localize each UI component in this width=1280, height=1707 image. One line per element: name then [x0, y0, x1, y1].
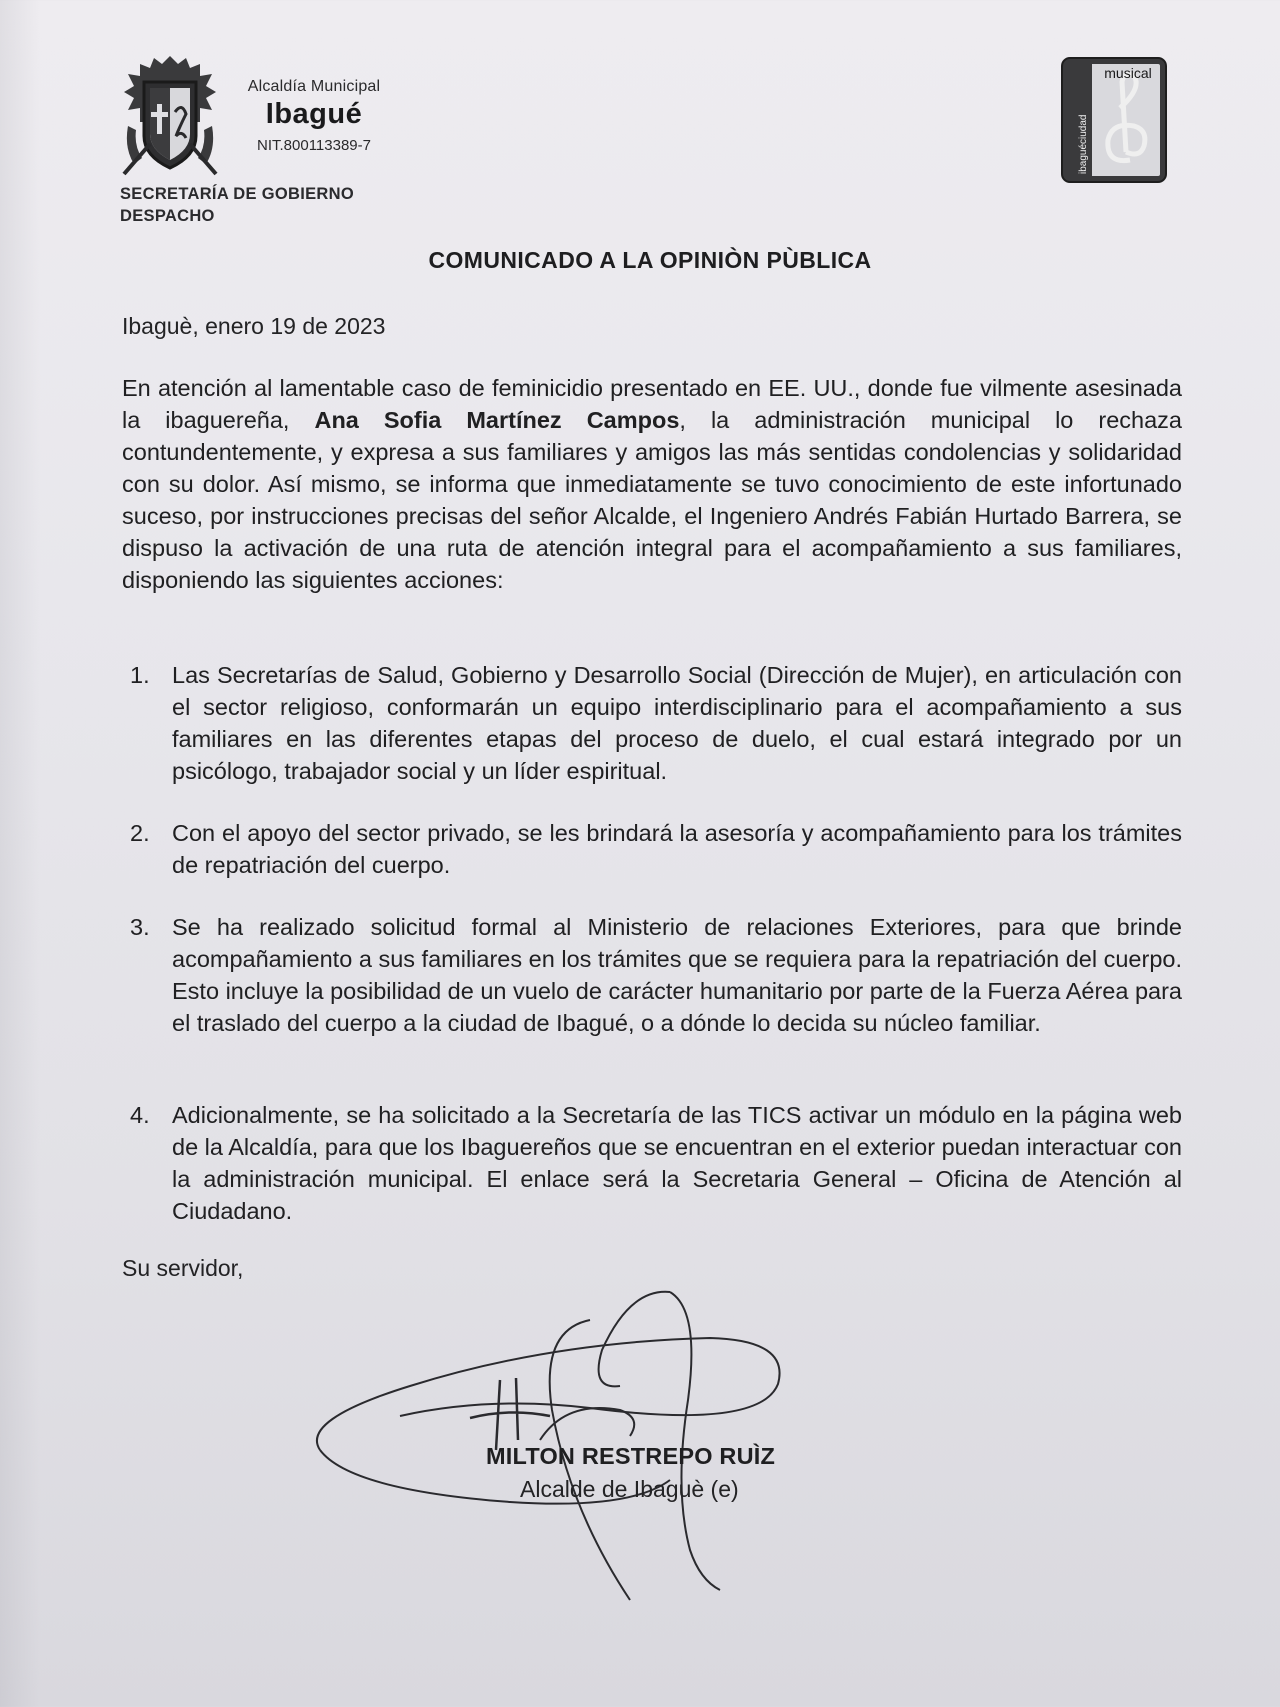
list-item-number: 2. [130, 820, 150, 846]
signer-name: MILTON RESTREPO RUÌZ [486, 1443, 776, 1469]
document-title: COMUNICADO A LA OPINIÒN PÙBLICA [428, 247, 872, 273]
music-logo-word: musical [1104, 65, 1152, 81]
music-city-logo-icon [1060, 56, 1168, 184]
org-city: Ibagué [265, 98, 363, 130]
victim-name: Ana Sofia Martínez Campos [314, 407, 680, 433]
list-item-text: Con el apoyo del sector privado, se les brindará la asesoría y acompañamiento para los trámites de repatriación del cuerpo. [172, 820, 1182, 878]
intro-text-end: , la administración municipal lo rechaza contundentemente, y expresa a sus familiares y amigos las más sentidas condolencias y solidaridad con su dolor. Así mismo, se informa que inmediatamente se tuvo conocimiento de este infortunado suceso, por instrucciones precisas del señor Alcalde, el Ingeniero Andrés Fabián Hurtado Barrera, se dispuso la activación de una ruta de atención integral para el acompañamiento a sus familiares, disponiendo las siguientes acciones: [122, 407, 1182, 593]
music-logo-vertical-word: ibaguéciudad [1078, 114, 1089, 174]
signer-title: Alcalde de Ibaguè (e) [520, 1476, 739, 1502]
list-item-number: 3. [130, 914, 150, 940]
list-item [122, 1099, 1182, 1227]
document-date: Ibaguè, enero 19 de 2023 [122, 313, 386, 339]
list-item-number: 1. [130, 662, 150, 688]
closing-salutation: Su servidor, [122, 1255, 244, 1281]
org-label: Alcaldía Municipal [247, 78, 381, 95]
organization-block [234, 78, 394, 154]
org-nit: NIT.800113389-7 [257, 137, 371, 154]
coat-of-arms-icon [120, 52, 220, 180]
list-item-text: Se ha realizado solicitud formal al Ministerio de relaciones Exteriores, para que brinde acompañamiento a sus familiares en los trámites que se requiera para la repatriación del cuerpo. Esto incluye la posibilidad de un vuelo de carácter humanitario por parte de la Fuerza Aérea para el traslado del cuerpo a la ciudad de Ibagué, o a dónde lo decida su núcleo familiar. [172, 914, 1182, 1036]
department-line-2: DESPACHO [120, 207, 215, 225]
intro-paragraph [122, 372, 1182, 596]
list-item [122, 659, 1182, 787]
list-item-number: 4. [130, 1102, 150, 1128]
list-item [122, 817, 1182, 881]
department-line-1: SECRETARÍA DE GOBIERNO [120, 185, 354, 203]
list-item [122, 911, 1182, 1039]
department [120, 183, 354, 227]
list-item-text: Las Secretarías de Salud, Gobierno y Desarrollo Social (Dirección de Mujer), en articulación con el sector religioso, conformarán un equipo interdisciplinario para el acompañamiento a sus familiares en las diferentes etapas del proceso de duelo, el cual estará integrado por un psicólogo, trabajador social y un líder espiritual. [172, 662, 1182, 784]
intro-text-start: En atención al lamentable caso de feminicidio presentado en EE. UU., donde fue vilmente asesinada la ibaguereña, [122, 375, 1182, 433]
list-item-text: Adicionalmente, se ha solicitado a la Secretaría de las TICS activar un módulo en la página web de la Alcaldía, para que los Ibaguereños que se encuentran en el exterior puedan interactuar con la administración municipal. El enlace será la Secretaria General – Oficina de Atención al Ciudadano. [172, 1102, 1182, 1224]
